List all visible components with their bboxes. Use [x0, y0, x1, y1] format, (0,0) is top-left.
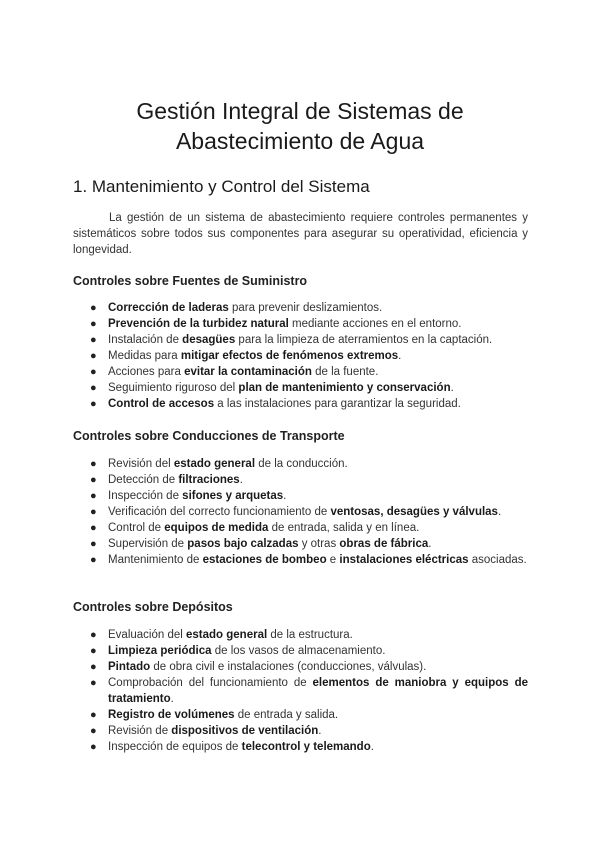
bullet-icon: ● [90, 490, 97, 502]
list-item: ● Inspección de equipos de telecontrol y telemando. [90, 741, 374, 753]
list-item: ● Seguimiento riguroso del plan de mantenimiento y conservación. [90, 382, 454, 394]
list-depositos [90, 627, 528, 755]
bullet-icon: ● [90, 522, 97, 534]
list-item: ● Supervisión de pasos bajo calzadas y otras obras de fábrica. [90, 538, 432, 550]
bullet-icon: ● [90, 382, 97, 394]
list-item: ● Control de accesos a las instalaciones para garantizar la seguridad. [90, 398, 461, 410]
list-item: ● Detección de filtraciones. [90, 474, 243, 486]
bullet-icon: ● [90, 661, 97, 673]
list-item: ● Instalación de desagües para la limpieza de aterramientos en la captación. [90, 334, 493, 346]
bullet-icon: ● [90, 538, 97, 550]
bullet-icon: ● [90, 318, 97, 330]
list-item: ● Evaluación del estado general de la estructura. [90, 629, 353, 641]
list-item: ● Acciones para evitar la contaminación de la fuente. [90, 366, 379, 378]
bullet-icon: ● [90, 554, 97, 566]
bullet-icon: ● [90, 350, 97, 362]
subheading-conducciones: Controles sobre Conducciones de Transporte [73, 429, 345, 443]
list-item: ● Revisión de dispositivos de ventilación. [90, 725, 322, 737]
bullet-icon: ● [90, 458, 97, 470]
bullet-icon: ● [90, 645, 97, 657]
intro-paragraph: La gestión de un sistema de abastecimiento requiere controles permanentes y sistemáticos sobre todos sus componentes para asegurar su operatividad, eficiencia y longevidad. [73, 212, 528, 256]
list-item: ● Comprobación del funcionamiento de elementos de maniobra y equipos de tratamiento. [90, 677, 528, 705]
bullet-icon: ● [90, 398, 97, 410]
bullet-icon: ● [90, 677, 97, 689]
bullet-icon: ● [90, 366, 97, 378]
list-item: ● Prevención de la turbidez natural mediante acciones en el entorno. [90, 318, 462, 330]
bullet-icon: ● [90, 709, 97, 721]
subheading-depositos: Controles sobre Depósitos [73, 600, 233, 614]
list-item: ● Control de equipos de medida de entrada, salida y en línea. [90, 522, 420, 534]
bullet-icon: ● [90, 506, 97, 518]
list-fuentes [90, 300, 528, 412]
document-title: Gestión Integral de Sistemas de Abastecimiento de Agua [136, 98, 464, 154]
list-item: ● Mantenimiento de estaciones de bombeo e instalaciones eléctricas asociadas. [90, 554, 527, 566]
bullet-icon: ● [90, 334, 97, 346]
list-item: ● Registro de volúmenes de entrada y salida. [90, 709, 339, 721]
list-item: ● Limpieza periódica de los vasos de almacenamiento. [90, 645, 386, 657]
list-conducciones [90, 456, 528, 568]
bullet-icon: ● [90, 474, 97, 486]
list-item: ● Inspección de sifones y arquetas. [90, 490, 287, 502]
bullet-icon: ● [90, 741, 97, 753]
list-item: ● Verificación del correcto funcionamiento de ventosas, desagües y válvulas. [90, 506, 502, 518]
bullet-icon: ● [90, 302, 97, 314]
bullet-icon: ● [90, 725, 97, 737]
list-item: ● Medidas para mitigar efectos de fenómenos extremos. [90, 350, 402, 362]
list-item: ● Pintado de obra civil e instalaciones (conducciones, válvulas). [90, 661, 427, 673]
section-heading: 1. Mantenimiento y Control del Sistema [73, 177, 370, 196]
bullet-icon: ● [90, 629, 97, 641]
list-item: ● Corrección de laderas para prevenir deslizamientos. [90, 302, 383, 314]
subheading-fuentes: Controles sobre Fuentes de Suministro [73, 274, 308, 288]
list-item: ● Revisión del estado general de la conducción. [90, 458, 348, 470]
